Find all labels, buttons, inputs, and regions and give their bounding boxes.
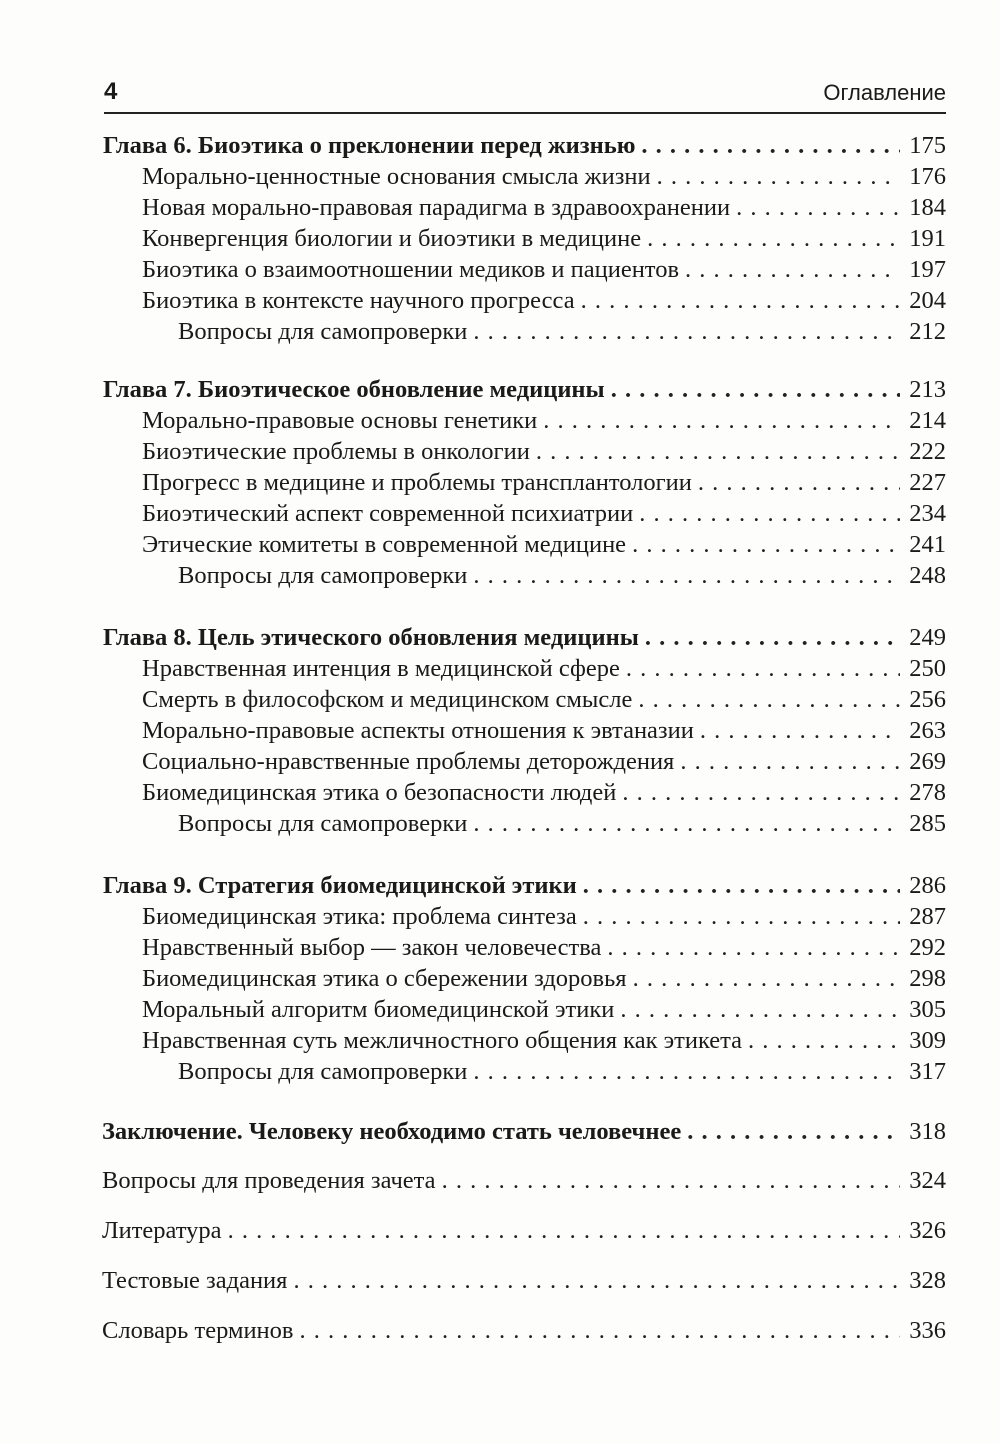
leader-dots xyxy=(685,254,900,286)
page-number: 4 xyxy=(104,78,118,105)
leader-dots xyxy=(620,994,900,1026)
leader-dots xyxy=(647,223,900,255)
entry-title: Биоэтика в контексте научного прогресса xyxy=(142,287,575,314)
entry-title: Этические комитеты в современной медицине xyxy=(142,531,627,558)
section-entry[interactable] xyxy=(142,436,946,468)
leader-dots xyxy=(626,653,900,685)
leader-dots xyxy=(581,285,900,317)
entry-page: 197 xyxy=(909,256,946,283)
section-entry[interactable] xyxy=(142,161,946,193)
entry-title: Моральный алгоритм биомедицинской этики xyxy=(142,996,615,1023)
entry-page: 318 xyxy=(909,1118,946,1145)
entry-title: Нравственный выбор — закон человечества xyxy=(142,934,602,961)
entry-title: Заключение. Человеку необходимо стать человечнее xyxy=(102,1118,682,1145)
entry-page: 212 xyxy=(909,318,946,345)
entry-page: 309 xyxy=(909,1027,946,1054)
entry-page: 269 xyxy=(909,748,946,775)
questions-entry[interactable] xyxy=(178,1056,946,1088)
leader-dots xyxy=(583,901,900,933)
section-entry[interactable] xyxy=(142,715,946,747)
section-entry[interactable] xyxy=(142,498,946,530)
leader-dots xyxy=(645,622,900,654)
leader-dots xyxy=(473,808,900,840)
leader-dots xyxy=(748,1025,900,1057)
leader-dots xyxy=(473,316,900,348)
entry-page: 250 xyxy=(909,655,946,682)
entry-title: Тестовые задания xyxy=(102,1267,288,1294)
entry-page: 214 xyxy=(909,407,946,434)
entry-page: 263 xyxy=(909,717,946,744)
entry-page: 298 xyxy=(909,965,946,992)
section-entry[interactable] xyxy=(142,901,946,933)
leader-dots xyxy=(632,529,900,561)
section-entry[interactable] xyxy=(142,285,946,317)
entry-page: 241 xyxy=(909,531,946,558)
entry-title: Вопросы для проведения зачета xyxy=(102,1167,436,1194)
entry-title: Глава 7. Биоэтическое обновление медицины xyxy=(103,376,605,403)
entry-title: Литература xyxy=(102,1217,222,1244)
leader-dots xyxy=(622,777,900,809)
entry-page: 227 xyxy=(909,469,946,496)
entry-page: 317 xyxy=(909,1058,946,1085)
entry-page: 326 xyxy=(909,1217,946,1244)
entry-page: 336 xyxy=(909,1317,946,1344)
entry-page: 328 xyxy=(909,1267,946,1294)
leader-dots xyxy=(228,1215,900,1247)
questions-entry[interactable] xyxy=(178,316,946,348)
entry-title: Вопросы для самопроверки xyxy=(178,318,468,345)
entry-title: Биомедицинская этика о безопасности людей xyxy=(142,779,617,806)
entry-title: Глава 8. Цель этического обновления медицины xyxy=(103,624,639,651)
entry-page: 249 xyxy=(909,624,946,651)
section-entry[interactable] xyxy=(142,1025,946,1057)
section-entry[interactable] xyxy=(142,254,946,286)
leader-dots xyxy=(300,1315,901,1347)
entry-title: Биоэтический аспект современной психиатрии xyxy=(142,500,634,527)
entry-page: 287 xyxy=(909,903,946,930)
leader-dots xyxy=(633,963,900,995)
leader-dots xyxy=(543,405,900,437)
entry-page: 175 xyxy=(909,132,946,159)
leader-dots xyxy=(638,684,900,716)
exam-questions-entry[interactable] xyxy=(102,1165,946,1197)
section-entry[interactable] xyxy=(142,223,946,255)
entry-page: 305 xyxy=(909,996,946,1023)
entry-page: 286 xyxy=(909,872,946,899)
entry-title: Биоэтические проблемы в онкологии xyxy=(142,438,530,465)
leader-dots xyxy=(473,1056,900,1088)
entry-page: 248 xyxy=(909,562,946,589)
section-entry[interactable] xyxy=(142,932,946,964)
questions-entry[interactable] xyxy=(178,560,946,592)
leader-dots xyxy=(473,560,900,592)
entry-page: 176 xyxy=(909,163,946,190)
chapter-title[interactable] xyxy=(103,374,946,406)
leader-dots xyxy=(442,1165,900,1197)
entry-page: 191 xyxy=(909,225,946,252)
literature-entry[interactable] xyxy=(102,1215,946,1247)
section-entry[interactable] xyxy=(142,963,946,995)
entry-title: Новая морально-правовая парадигма в здравоохранении xyxy=(142,194,731,221)
entry-page: 256 xyxy=(909,686,946,713)
entry-page: 234 xyxy=(909,500,946,527)
entry-title: Словарь терминов xyxy=(102,1317,294,1344)
leader-dots xyxy=(639,498,900,530)
entry-page: 222 xyxy=(909,438,946,465)
entry-page: 204 xyxy=(909,287,946,314)
leader-dots xyxy=(293,1265,900,1297)
entry-title: Прогресс в медицине и проблемы трансплантологии xyxy=(142,469,692,496)
glossary-entry[interactable] xyxy=(102,1315,946,1347)
entry-page: 292 xyxy=(909,934,946,961)
leader-dots xyxy=(536,436,900,468)
entry-page: 184 xyxy=(909,194,946,221)
section-entry[interactable] xyxy=(142,746,946,778)
section-entry[interactable] xyxy=(142,405,946,437)
entry-title: Социально-нравственные проблемы деторождения xyxy=(142,748,675,775)
leader-dots xyxy=(680,746,900,778)
entry-title: Нравственная интенция в медицинской сфере xyxy=(142,655,620,682)
entry-title: Вопросы для самопроверки xyxy=(178,1058,468,1085)
entry-page: 285 xyxy=(909,810,946,837)
leader-dots xyxy=(607,932,900,964)
section-entry[interactable] xyxy=(142,684,946,716)
chapter-title[interactable] xyxy=(103,870,946,902)
entry-title: Морально-правовые аспекты отношения к эвтаназии xyxy=(142,717,694,744)
entry-title: Морально-ценностные основания смысла жизни xyxy=(142,163,651,190)
entry-title: Нравственная суть межличностного общения как этикета xyxy=(142,1027,742,1054)
leader-dots xyxy=(583,870,900,902)
entry-title: Вопросы для самопроверки xyxy=(178,562,468,589)
conclusion-entry[interactable] xyxy=(102,1116,946,1148)
chapter-title[interactable] xyxy=(103,622,946,654)
entry-page: 278 xyxy=(909,779,946,806)
entry-title: Биомедицинская этика о сбережении здоровья xyxy=(142,965,627,992)
section-entry[interactable] xyxy=(142,192,946,224)
running-head xyxy=(104,78,946,114)
entry-page: 213 xyxy=(909,376,946,403)
entry-page: 324 xyxy=(909,1167,946,1194)
leader-dots xyxy=(641,130,900,162)
leader-dots xyxy=(657,161,900,193)
section-entry[interactable] xyxy=(142,467,946,499)
running-title: Оглавление xyxy=(823,80,946,105)
leader-dots xyxy=(736,192,900,224)
leader-dots xyxy=(700,715,900,747)
entry-title: Конвергенция биологии и биоэтики в медицине xyxy=(142,225,642,252)
section-entry[interactable] xyxy=(142,777,946,809)
entry-title: Биоэтика о взаимоотношении медиков и пациентов xyxy=(142,256,680,283)
section-entry[interactable] xyxy=(142,653,946,685)
questions-entry[interactable] xyxy=(178,808,946,840)
section-entry[interactable] xyxy=(142,529,946,561)
section-entry[interactable] xyxy=(142,994,946,1026)
leader-dots xyxy=(687,1116,900,1148)
leader-dots xyxy=(698,467,900,499)
entry-title: Глава 6. Биоэтика о преклонении перед жизнью xyxy=(103,132,636,159)
tests-entry[interactable] xyxy=(102,1265,946,1297)
entry-title: Вопросы для самопроверки xyxy=(178,810,468,837)
entry-title: Смерть в философском и медицинском смысле xyxy=(142,686,633,713)
entry-title: Биомедицинская этика: проблема синтеза xyxy=(142,903,577,930)
chapter-title[interactable] xyxy=(103,130,946,162)
entry-title: Морально-правовые основы генетики xyxy=(142,407,538,434)
leader-dots xyxy=(611,374,900,406)
entry-title: Глава 9. Стратегия биомедицинской этики xyxy=(103,872,577,899)
